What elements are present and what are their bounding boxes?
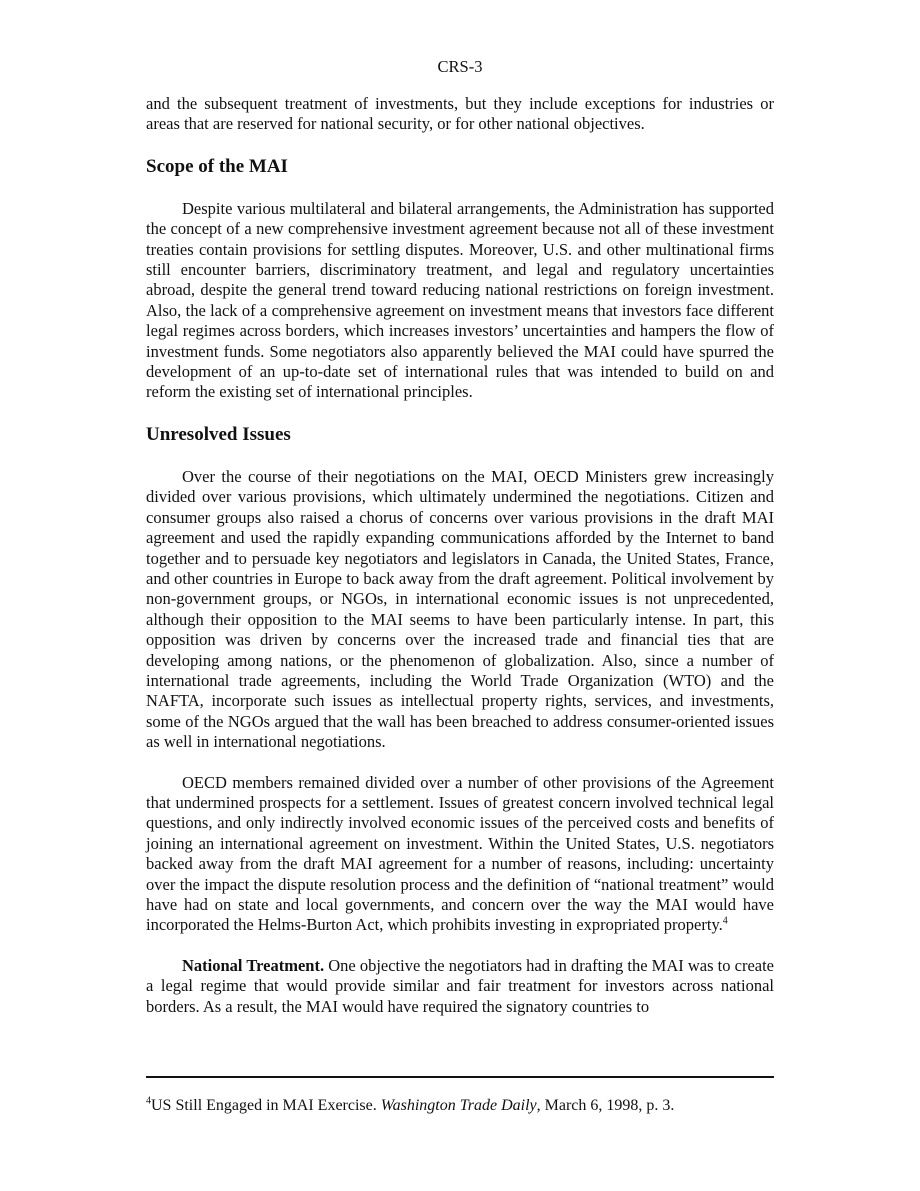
footnote-divider [146,1076,774,1078]
document-body [146,94,774,1017]
footnote-reference[interactable]: 4 [722,915,728,927]
footnote-number: 4 [146,1095,151,1107]
section-heading-scope: Scope of the MAI [146,155,288,177]
footnote [146,1096,774,1116]
footnote-publication: Washington Trade Daily [380,1097,537,1114]
footnote-citation-detail: , March 6, 1998, p. 3. [536,1097,675,1114]
unresolved-paragraph-2-text: OECD members remained divided over a number of other provisions of the Agreement that undermined prospects for a settlement. Issues of greatest concern involved technical legal questions, and only indirectly involved economic issues of the perceived costs and benefits of joining an international agreement on investment. Within the United States, U.S. negotiators backed away from the draft MAI agreement for a number of reasons, including: uncertainty over the impact the dispute resolution process and the definition of “national treatment” would have had on state and local governments, and concern over the way the MAI would have incorporated the Helms-Burton Act, which prohibits investing in expropriated property. [146,772,774,935]
footnote-text: US Still Engaged in MAI Exercise. [151,1097,381,1114]
intro-paragraph: and the subsequent treatment of investments, but they include exceptions for industries or areas that are reserved for national security, or for other national objectives. [146,94,774,134]
unresolved-paragraph-1: Over the course of their negotiations on the MAI, OECD Ministers grew increasingly divided over various provisions, which ultimately undermined the negotiations. Citizen and consumer groups also raised a chorus of concerns over various provisions in the draft MAI agreement and used the rapidly expanding communications afforded by the Internet to band together and to persuade key negotiators and legislators in Canada, the United States, France, and other countries in Europe to back away from the draft agreement. Political involvement by non-government groups, or NGOs, in international economic issues is not unprecedented, although their opposition to the MAI seems to have been particularly intense. In part, this opposition was driven by concerns over the increased trade and financial ties that are developing among nations, or the phenomenon of globalization. Also, since a number of international trade agreements, including the World Trade Organization (WTO) and the NAFTA, incorporate such issues as intellectual property rights, services, and investments, some of the NGOs argued that the wall has been breached to address consumer-oriented issues as well in international negotiations. [146,466,774,752]
unresolved-paragraph-2 [146,773,774,936]
national-treatment-text: One objective the negotiators had in drafting the MAI was to create a legal regime that would provide similar and fair treatment for investors across national borders. As a result, the MAI would have required the signatory countries to [146,955,775,1016]
national-treatment-paragraph [146,956,774,1017]
section-heading-unresolved-issues: Unresolved Issues [146,423,291,445]
national-treatment-run-in-heading: National Treatment. [182,955,325,975]
scope-paragraph: Despite various multilateral and bilateral arrangements, the Administration has supported the concept of a new comprehensive investment agreement because not all of these investment treaties contain provisions for settling disputes. Moreover, U.S. and other multinational firms still encounter barriers, discriminatory treatment, and legal and regulatory uncertainties abroad, despite the general trend toward reducing national restrictions on foreign investment. Also, the lack of a comprehensive agreement on investment means that investors face different legal regimes across borders, which increases investors’ uncertainties and hampers the flow of investment funds. Some negotiators also apparently believed the MAI could have spurred the development of an up-to-date set of international rules that was intended to build on and reform the existing set of international principles. [146,198,774,402]
page-number-header: CRS-3 [437,57,483,76]
